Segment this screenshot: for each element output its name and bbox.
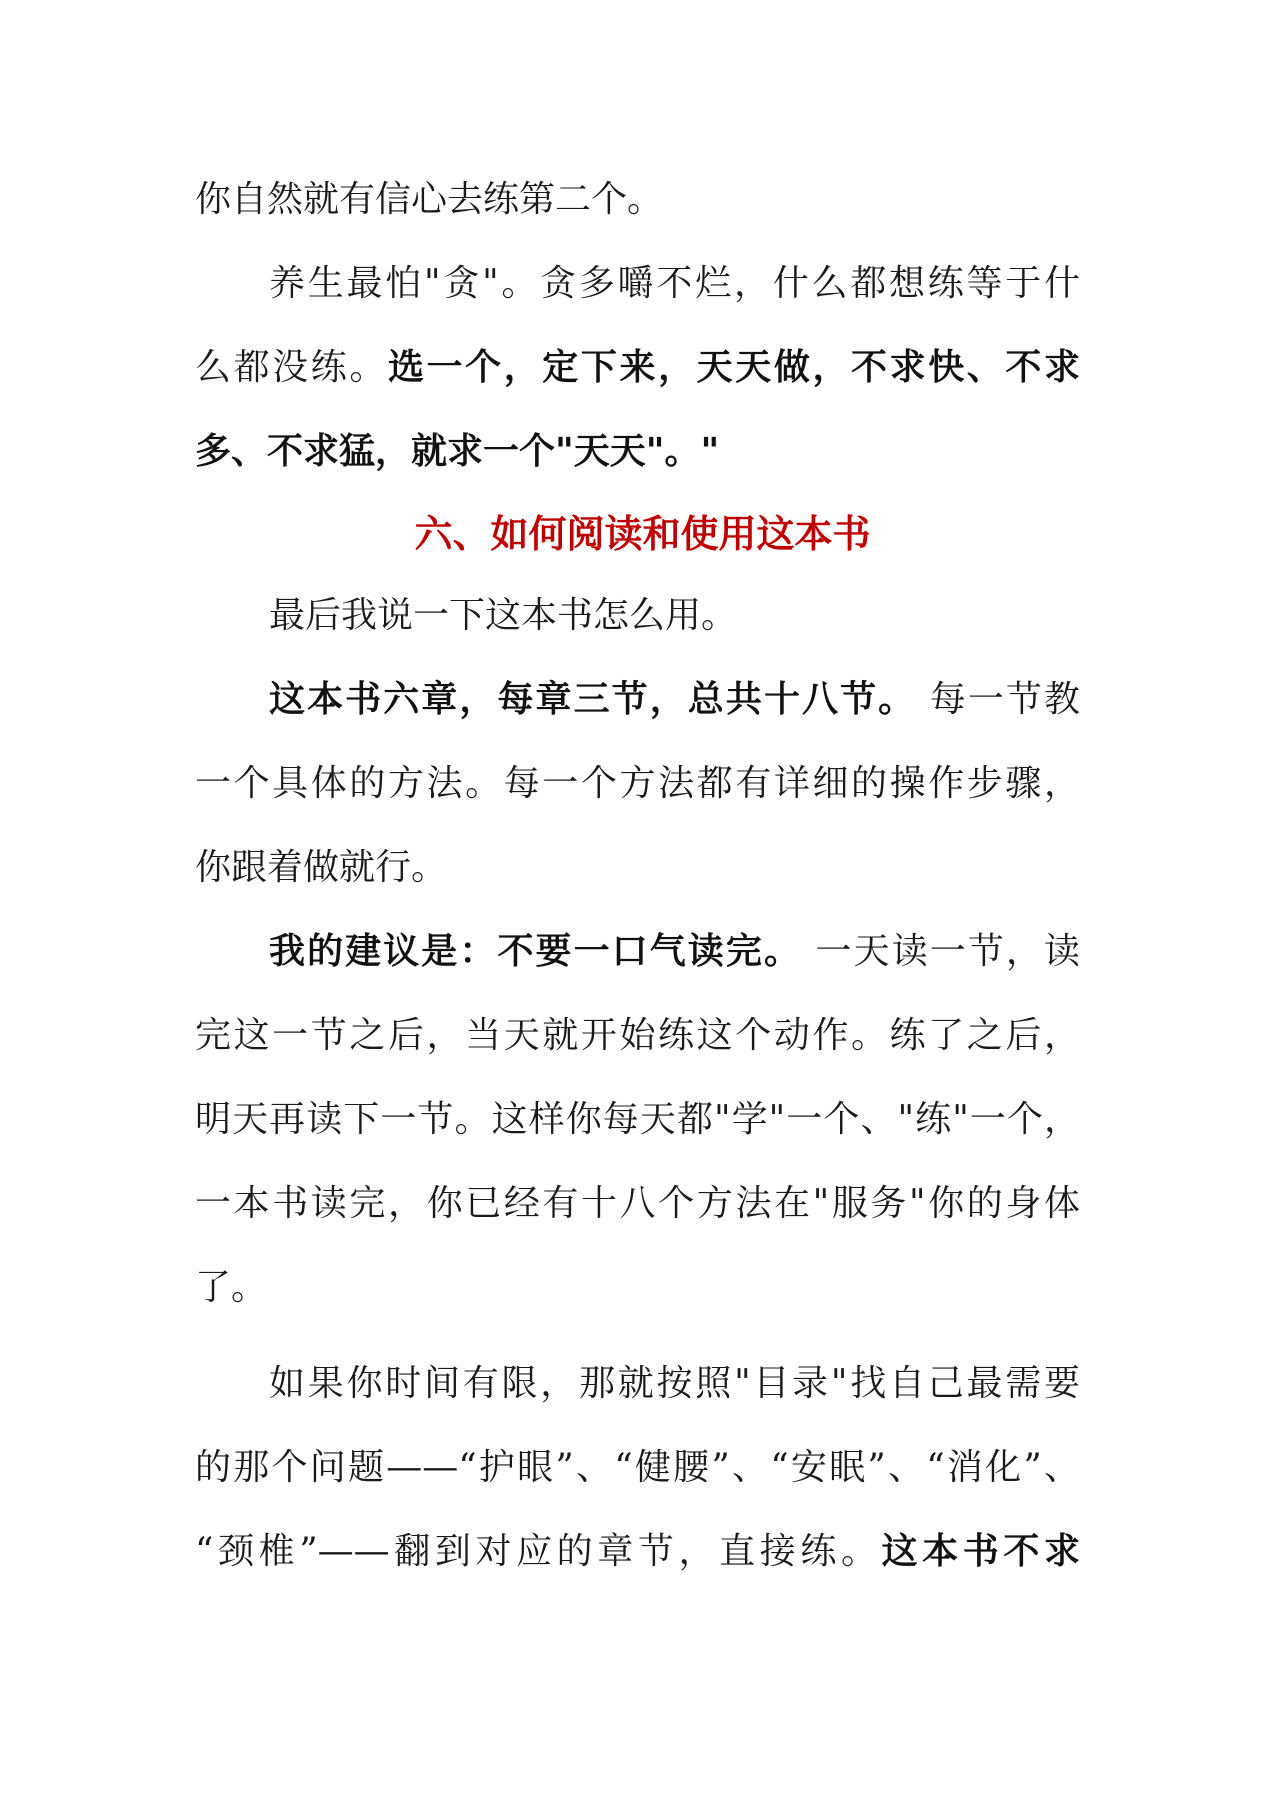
text-line: 完这一节之后，当天就开始练这个动作。练了之后， xyxy=(195,1015,1080,1056)
bold-text: 我的建议是：不要一口气读完。 xyxy=(269,931,803,972)
bold-text: 选一个，定下来，天天做，不求快、不求 xyxy=(387,347,1080,388)
document-page xyxy=(195,158,1080,1594)
plain-text: 么都没练。 xyxy=(195,347,388,388)
text-line-mixed xyxy=(195,326,1080,410)
bold-text-line: 多、不求猛，就求一个"天天"。" xyxy=(195,431,720,472)
paragraph-2 xyxy=(195,242,1080,494)
text-line: 你自然就有信心去练第二个。 xyxy=(195,179,664,220)
text-line: 如果你时间有限，那就按照"目录"找自己最需要 xyxy=(269,1363,1080,1404)
paragraph-6 xyxy=(195,1342,1080,1594)
plain-text: 一天读一节，读 xyxy=(802,931,1080,972)
bold-text: 这本书不求 xyxy=(881,1531,1080,1572)
plain-text: “颈椎”——翻到对应的章节，直接练。 xyxy=(195,1531,882,1572)
text-line: 一本书读完，你已经有十八个方法在"服务"你的身体 xyxy=(195,1183,1080,1224)
text-line: 了。 xyxy=(195,1267,268,1308)
text-line: 你跟着做就行。 xyxy=(195,847,448,888)
text-line-mixed xyxy=(195,1510,1080,1594)
section-heading: 六、如何阅读和使用这本书 xyxy=(414,512,871,556)
paragraph-1 xyxy=(195,158,1080,242)
text-line: 明天再读下一节。这样你每天都"学"一个、"练"一个， xyxy=(195,1099,1080,1140)
bold-text: 这本书六章，每章三节，总共十八节。 xyxy=(269,679,917,720)
text-line-mixed xyxy=(195,910,1080,994)
text-line: 最后我说一下这本书怎么用。 xyxy=(269,595,738,636)
paragraph-3 xyxy=(195,574,1080,658)
plain-text: 每一节教 xyxy=(916,679,1080,720)
paragraph-gap xyxy=(195,1330,1080,1342)
text-line-mixed xyxy=(195,658,1080,742)
text-line: 养生最怕"贪"。贪多嚼不烂，什么都想练等于什 xyxy=(269,263,1080,304)
text-line: 的那个问题——“护眼”、“健腰”、“安眠”、“消化”、 xyxy=(195,1447,1080,1488)
paragraph-5 xyxy=(195,910,1080,1330)
paragraph-4 xyxy=(195,658,1080,910)
text-line: 一个具体的方法。每一个方法都有详细的操作步骤， xyxy=(195,763,1080,804)
